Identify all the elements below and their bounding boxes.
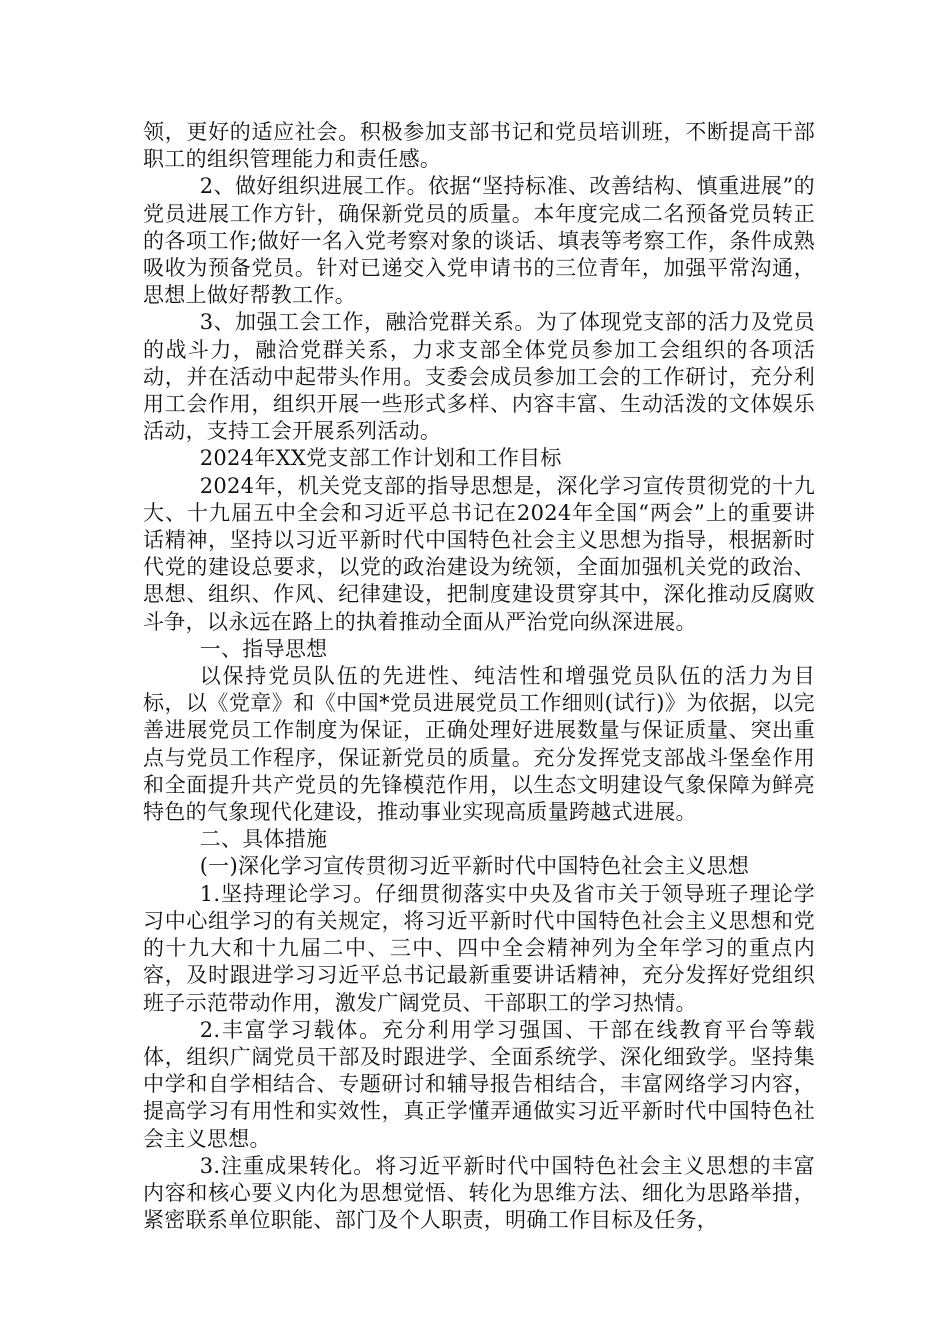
document-body: [143, 119, 815, 1234]
paragraph-results-transformation: 3.注重成果转化。将习近平新时代中国特色社会主义思想的丰富内容和核心要义内化为思想觉悟、转化为思维方法、细化为思路举措，紧密联系单位职能、部门及个人职责，明确工作目标及任务，: [143, 1153, 815, 1233]
section-title: 2024年XX党支部工作计划和工作目标: [199, 446, 562, 471]
paragraph-continuation: 领，更好的适应社会。积极参加支部书记和党员培训班，不断提高干部职工的组织管理能力和责任感。: [143, 120, 815, 172]
paragraph-organization-development: 2、做好组织进展工作。依据“坚持标准、改善结构、慎重进展”的党员进展工作方针，确保新党员的质量。本年度完成二名预备党员转正的各项工作;做好一名入党考察对象的谈话、填表等考察工作，条件成熟吸收为预备党员。针对已递交入党申请书的三位青年，加强平常沟通，思想上做好帮教工作。: [143, 174, 815, 308]
subheading-study-thought: (一)深化学习宣传贯彻习近平新时代中国特色社会主义思想: [199, 854, 750, 879]
heading-specific-measures: 二、具体措施: [199, 827, 328, 852]
paragraph-guiding-idea-intro: 2024年，机关党支部的指导思想是，深化学习宣传贯彻党的十九大、十九届五中全会和习近平总书记在2024年全国“两会”上的重要讲话精神，坚持以习近平新时代中国特色社会主义思想为指导，根据新时代党的建设总要求，以党的政治建设为统领，全面加强机关党的政治、思想、组织、作风、纪律建设，把制度建设贯穿其中，深化推动反腐败斗争，以永远在路上的执着推动全面从严治党向纵深进展。: [143, 473, 815, 634]
paragraph-union-work: 3、加强工会工作，融洽党群关系。为了体现党支部的活力及党员的战斗力，融洽党群关系，力求支部全体党员参加工会组织的各项活动，并在活动中起带头作用。支委会成员参加工会的工作研讨，充分利用工会作用，组织开展一些形式多样、内容丰富、生动活泼的文体娱乐活动，支持工会开展系列活动。: [143, 310, 815, 444]
heading-guiding-idea: 一、指导思想: [199, 636, 328, 661]
paragraph-study-carriers: 2.丰富学习载体。充分利用学习强国、干部在线教育平台等载体，组织广阔党员干部及时跟进学、全面系统学、深化细致学。坚持集中学和自学相结合、专题研讨和辅导报告相结合，丰富网络学习内容，提高学习有用性和实效性，真正学懂弄通做实习近平新时代中国特色社会主义思想。: [143, 1017, 815, 1151]
paragraph-theory-study: 1.坚持理论学习。仔细贯彻落实中央及省市关于领导班子理论学习中心组学习的有关规定，将习近平新时代中国特色社会主义思想和党的十九大和十九届二中、三中、四中全会精神列为全年学习的重点内容，及时跟进学习习近平总书记最新重要讲话精神，充分发挥好党组织班子示范带动作用，激发广阔党员、干部职工的学习热情。: [143, 881, 815, 1015]
paragraph-guiding-idea: 以保持党员队伍的先进性、纯洁性和增强党员队伍的活力为目标，以《党章》和《中国*党员进展党员工作细则(试行)》为依据，以完善进展党员工作制度为保证，正确处理好进展数量与保证质量、突出重点与党员工作程序，保证新党员的质量。充分发挥党支部战斗堡垒作用和全面提升共产党员的先锋模范作用，以生态文明建设气象保障为鲜亮特色的气象现代化建设，推动事业实现高质量跨越式进展。: [143, 664, 815, 825]
